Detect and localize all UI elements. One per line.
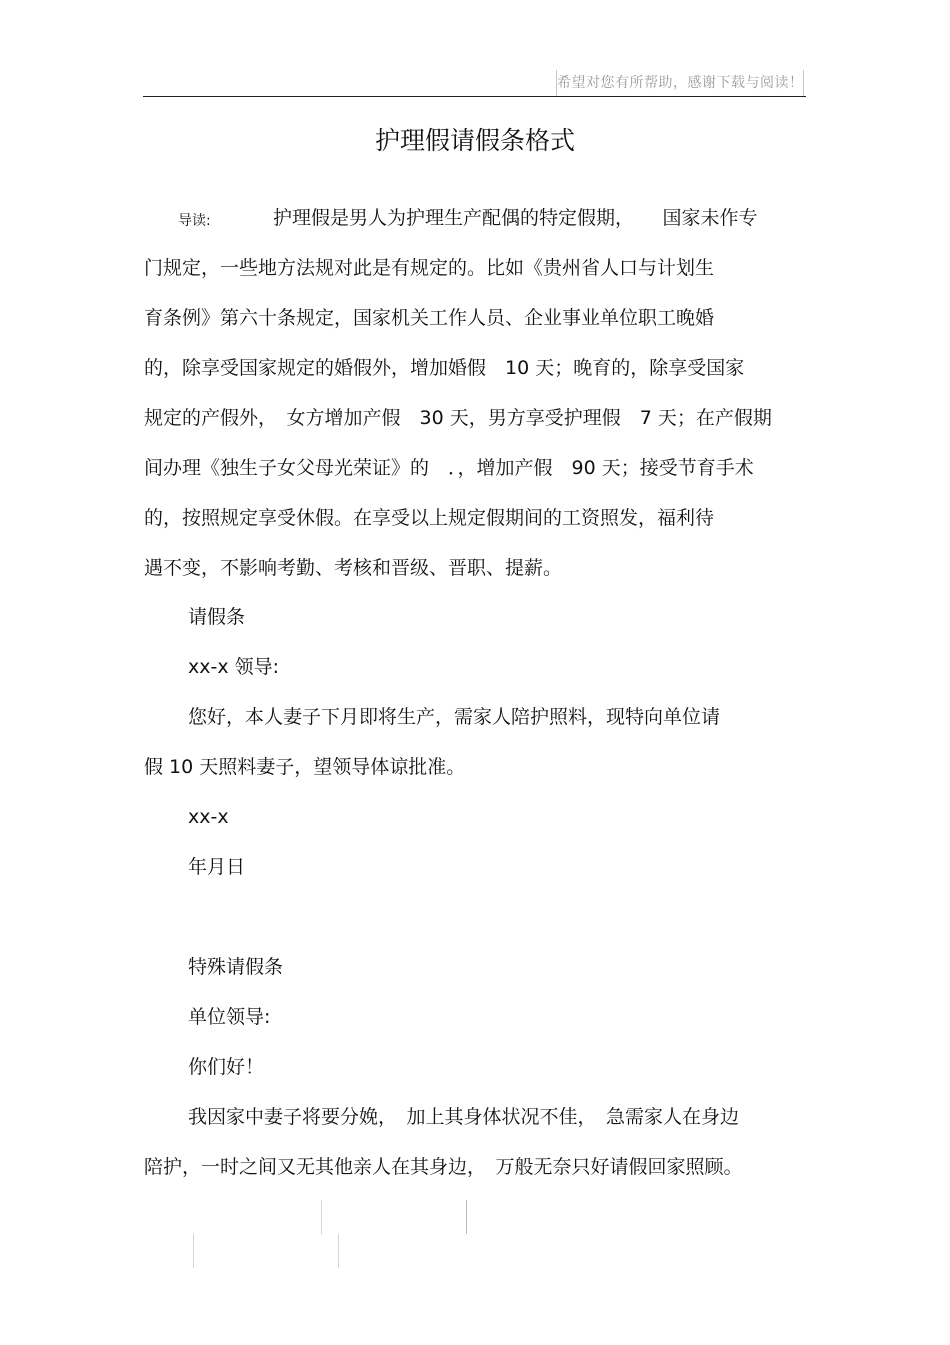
note1-body-line: 假 10 天照料妻子，望领导体谅批准。	[144, 756, 466, 778]
faint-mark	[321, 1200, 322, 1234]
note1-signature: xx-x	[188, 806, 229, 828]
intro-line: 护理假是男人为护理生产配偶的特定假期， 国家未作专	[273, 207, 758, 229]
note2-salutation: 单位领导:	[188, 1006, 271, 1028]
intro-line: 规定的产假外， 女方增加产假 30 天，男方享受护理假 7 天；在产假期	[144, 407, 772, 429]
intro-line: 遇不变，不影响考勤、考核和晋级、晋职、提薪。	[144, 557, 563, 579]
header-divider	[143, 96, 806, 97]
note2-greeting: 你们好！	[188, 1056, 265, 1078]
note2-body-line: 我因家中妻子将要分娩， 加上其身体状况不佳， 急需家人在身边	[188, 1106, 740, 1128]
note1-body-line: 您好，本人妻子下月即将生产，需家人陪护照料，现特向单位请	[188, 706, 721, 728]
intro-line: 育条例》第六十条规定，国家机关工作人员、企业事业单位职工晚婚	[144, 307, 715, 329]
intro-line: 的，按照规定享受休假。在享受以上规定假期间的工资照发，福利待	[144, 507, 715, 529]
header-note: 希望对您有所帮助，感谢下载与阅读！	[556, 70, 804, 96]
note2-body-line: 陪护，一时之间又无其他亲人在其身边， 万般无奈只好请假回家照顾。	[144, 1156, 743, 1178]
note1-salutation: xx-x 领导:	[188, 656, 280, 678]
intro-line: 的，除享受国家规定的婚假外，增加婚假 10 天；晚育的，除享受国家	[144, 357, 745, 379]
faint-mark	[338, 1234, 339, 1268]
document-title: 护理假请假条格式	[374, 126, 575, 155]
note1-heading: 请假条	[188, 606, 246, 628]
note1-date: 年月日	[188, 856, 246, 878]
intro-label: 导读:	[178, 213, 211, 229]
faint-mark	[466, 1200, 467, 1234]
intro-line: 门规定，一些地方法规对此是有规定的。比如《贵州省人口与计划生	[144, 257, 715, 279]
faint-mark	[193, 1234, 194, 1268]
note2-heading: 特殊请假条	[188, 956, 284, 978]
intro-line: 间办理《独生子女父母光荣证》的 ．，增加产假 90 天；接受节育手术	[144, 457, 754, 479]
